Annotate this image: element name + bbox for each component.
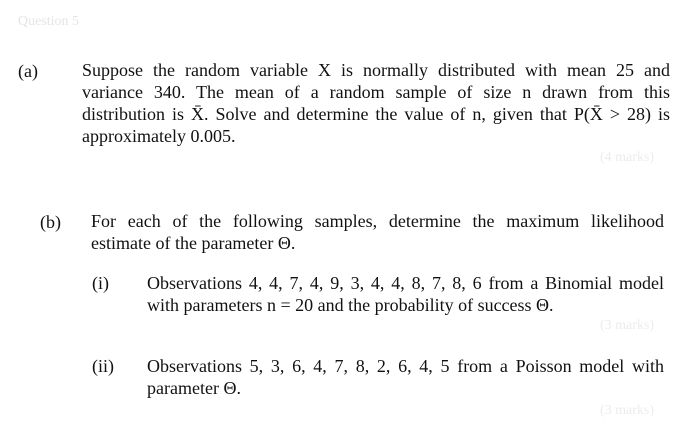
part-b-label: (b) xyxy=(40,212,61,232)
question-heading: Question 5 xyxy=(18,14,80,29)
part-a-text xyxy=(82,59,670,147)
part-b-i-marks: (3 marks) xyxy=(600,318,655,333)
part-b-ii-label: (ii) xyxy=(92,356,114,376)
part-b-i-line-1: Observations 4, 4, 7, 4, 9, 3, 4, 4, 8, 7, 8, 6 from a Binomial model xyxy=(147,273,664,293)
part-a-line-1: Suppose the random variable X is normally distributed with mean 25 and xyxy=(82,60,670,80)
part-b-i-label: (i) xyxy=(92,273,109,293)
part-b-i-line-2: with parameters n = 20 and the probability of success Θ. xyxy=(147,295,554,315)
part-a-marks: (4 marks) xyxy=(600,150,655,165)
part-a-line-3: distribution is X̄. Solve and determine the value of n, given that P(X̄ > 28) is xyxy=(82,104,670,124)
part-a-label: (a) xyxy=(18,61,38,81)
part-b-text xyxy=(91,210,664,254)
part-b-ii-text xyxy=(147,355,664,399)
part-b-i-text xyxy=(147,272,664,316)
part-b-line-2: estimate of the parameter Θ. xyxy=(91,233,296,253)
part-a-line-4: approximately 0.005. xyxy=(82,126,236,146)
part-b-ii-line-2: parameter Θ. xyxy=(147,378,241,398)
part-b-line-1: For each of the following samples, determine the maximum likelihood xyxy=(91,211,664,231)
part-b-ii-line-1: Observations 5, 3, 6, 4, 7, 8, 2, 6, 4, 5 from a Poisson model with xyxy=(147,356,664,376)
part-a-line-2: variance 340. The mean of a random sample of size n drawn from this xyxy=(82,82,670,102)
part-b-ii-marks: (3 marks) xyxy=(600,403,655,418)
